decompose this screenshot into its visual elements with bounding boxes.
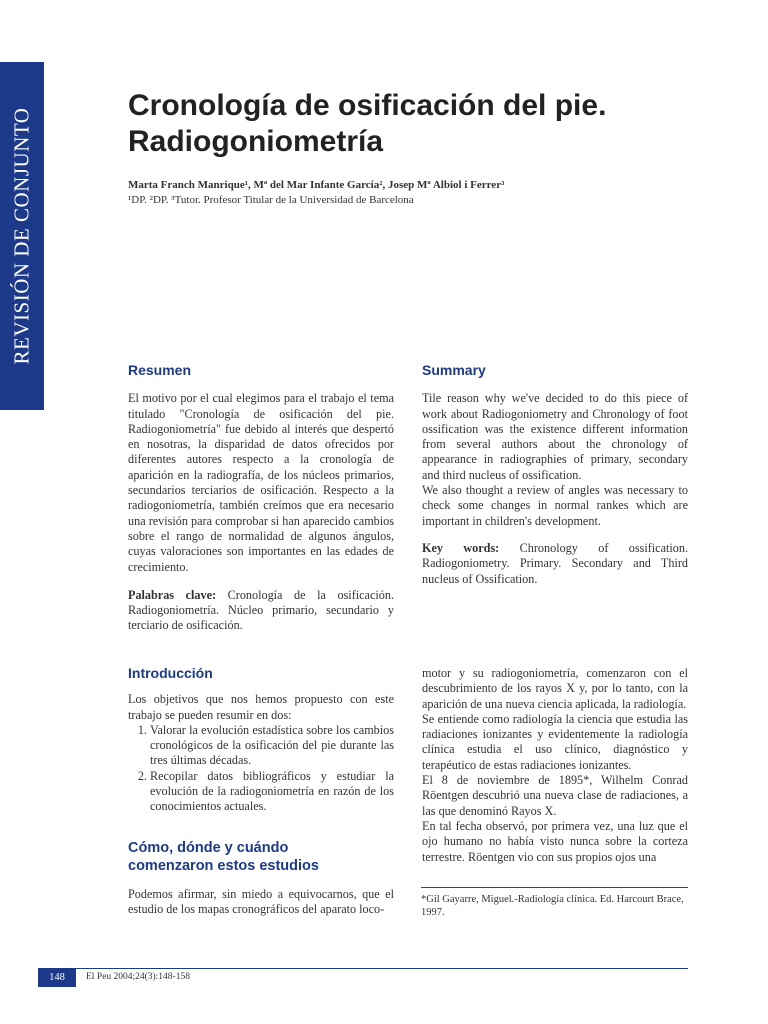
affiliations: ¹DP. ²DP. ³Tutor. Profesor Titular de la Universidad de Barcelona bbox=[128, 194, 414, 206]
summary-text-1: Tile reason why we've decided to do this piece of work about Radiogoniometry and Chronology of foot ossification was the existence different information from several authors about the chronology of appearance in radiographies of primary, secondary and third nucleus of ossification. bbox=[422, 391, 688, 482]
page-number: 148 bbox=[38, 969, 76, 987]
resumen-keywords bbox=[128, 588, 394, 634]
footnote-divider bbox=[421, 887, 688, 888]
list-item: 2. Recopilar datos bibliográficos y estudiar la evolución de la radiogoniometría en razón de los conocimientos actuales. bbox=[150, 769, 394, 815]
title-line-1: Cronología de osificación del pie. bbox=[128, 89, 607, 122]
como-heading bbox=[128, 839, 394, 875]
list-item: 1. Valorar la evolución estadística sobre los cambios cronológicos de la osificación del pie durante las tres últimas décadas. bbox=[150, 723, 394, 769]
key-words-text: Chronology of ossification. Radiogoniometry. Primary. Secondary and Third nucleus of Ossification. bbox=[422, 540, 688, 586]
section-label: REVISIÓN DE CONJUNTO bbox=[9, 107, 34, 365]
summary-heading: Summary bbox=[422, 362, 486, 378]
paragraph: motor y su radiogoniometría, comenzaron con el descubrimiento de los rayos X y, por lo tanto, con la aparición de una nueva ciencia aplicada, la radiología. bbox=[422, 666, 688, 711]
como-heading-line-2: comenzaron estos estudios bbox=[128, 858, 319, 874]
summary-section bbox=[422, 363, 688, 587]
key-words-label: Key words: bbox=[422, 540, 500, 555]
right-column-text bbox=[422, 666, 688, 865]
como-text: Podemos afirmar, sin miedo a equivocarnos, que el estudio de los mapas cronográficos del aparato loco- bbox=[128, 887, 394, 917]
introduccion-heading: Introducción bbox=[128, 665, 213, 681]
authors: Marta Franch Manrique¹, Mª del Mar Infante García², Josep Mª Albiol i Ferrer³ bbox=[128, 179, 505, 191]
footnote: *Gil Gayarre, Miguel.-Radiología clínica. Ed. Harcourt Brace, 1997. bbox=[421, 894, 684, 918]
objectives-list bbox=[128, 723, 394, 815]
como-heading-line-1: Cómo, dónde y cuándo bbox=[128, 840, 289, 856]
resumen-text: El motivo por el cual elegimos para el trabajo el tema titulado "Cronología de osificación del pie. Radiogoniometría" fue debido al interés que despertó en nosotras, la disparidad de datos ofrecidos por diferentes autores respecto a la cronología de aparición en la radiografía, de los núcleos primarios, secundarios terciarios de osificación. Respecto a la radiogoniometría, también creímos que era necesario una revisión para comprobar si han aparecido cambios sobre el rango de normalidad de algunos ángulos, cuyas valoraciones son importantes en las edades de crecimiento. bbox=[128, 391, 394, 574]
title-line-2: Radiogoniometría bbox=[128, 125, 384, 158]
section-side-band bbox=[0, 62, 44, 410]
palabras-clave-text: Cronología de la osificación. Radiogoniometría. Núcleo primario, secundario y terciario de osificación. bbox=[128, 587, 394, 633]
paragraph: Se entiende como radiología la ciencia que estudia las radiaciones ionizantes y evidentemente la radiología clínica estudia el uso clínico, diagnóstico y terapéutico de estas radiaciones ionizantes. bbox=[422, 711, 688, 772]
paragraph: El 8 de noviembre de 1895*, Wilhelm Conrad Röentgen descubrió una nueva clase de radiaciones, a las que denominó Rayos X. bbox=[422, 773, 688, 818]
resumen-section bbox=[128, 363, 394, 634]
article-title bbox=[128, 88, 728, 160]
introduccion-text: Los objetivos que nos hemos propuesto con este trabajo se pueden resumir en dos: bbox=[128, 692, 394, 722]
summary-text-2: We also thought a review of angles was necessary to check some changes in normal rankes which are important in children's development. bbox=[422, 483, 688, 528]
palabras-clave-label: Palabras clave: bbox=[128, 587, 217, 602]
resumen-heading: Resumen bbox=[128, 362, 192, 378]
summary-keywords bbox=[422, 541, 688, 587]
introduccion-section bbox=[128, 666, 394, 815]
footer-divider bbox=[38, 968, 688, 969]
journal-reference: El Peu 2004;24(3):148-158 bbox=[86, 972, 190, 982]
paragraph: En tal fecha observó, por primera vez, una luz que el ojo humano no había visto nunca sobre la corteza terrestre. Röentgen vio con sus propios ojos una bbox=[422, 818, 688, 864]
como-section bbox=[128, 839, 394, 918]
